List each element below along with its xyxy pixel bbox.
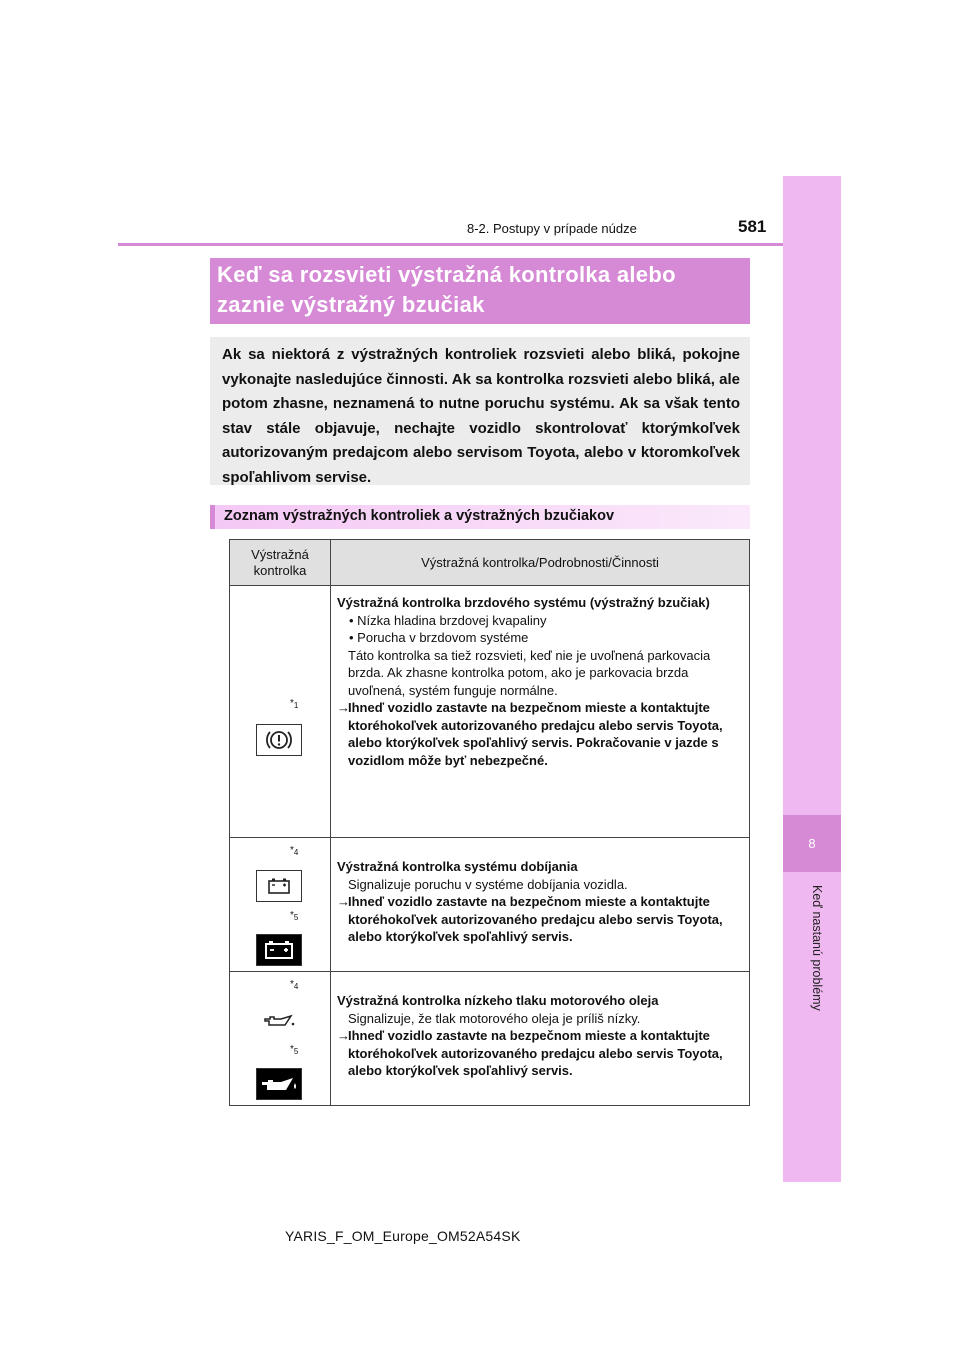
- warning-title: Výstražná kontrolka systému dobíjania: [337, 859, 578, 874]
- warning-detail: Táto kontrolka sa tiež rozsvieti, keď nie je uvoľnená parkovacia brzda. Ak zhasne kontrolka potom, ako je parkovacia brzda uvoľnená, systém funguje normálne.: [348, 647, 711, 698]
- footnote-marker: $*_4$: [290, 845, 299, 857]
- table-row: [230, 586, 750, 838]
- footnote-marker: $*_5$: [290, 910, 299, 922]
- icon-cell: [230, 972, 331, 1106]
- warning-action: [337, 1027, 743, 1080]
- details-cell: [331, 838, 750, 972]
- warning-detail: Signalizuje poruchu v systéme dobíjania vozidla.: [348, 876, 628, 892]
- list-subheading-text: Zoznam výstražných kontroliek a výstražných bzučiakov: [224, 508, 615, 524]
- title-banner: [210, 258, 750, 324]
- table-header-row: [230, 540, 750, 586]
- oil-pressure-icon: [256, 1004, 302, 1036]
- section-title: 8-2. Postupy v prípade núdze: [467, 221, 637, 236]
- icon-cell: [230, 838, 331, 972]
- intro-box: [210, 337, 750, 485]
- oil-pressure-icon: [256, 1068, 302, 1100]
- warning-lights-table: [229, 539, 750, 1106]
- action-text: Ihneď vozidlo zastavte na bezpečnom mieste a kontaktujte ktoréhokoľvek autorizovaného predajcu alebo servis Toyota, alebo ktorýkoľvek spoľahlivý servis.: [348, 1028, 723, 1078]
- battery-icon: [256, 870, 302, 902]
- arrow-icon: →: [337, 700, 350, 715]
- chapter-title: Keď nastanú problémy: [810, 885, 824, 1011]
- arrow-icon: →: [337, 894, 350, 909]
- intro-text: Ak sa niektorá z výstražných kontroliek rozsvieti alebo bliká, pokojne vykonajte nasledujúce činnosti. Ak sa kontrolka rozsvieti alebo bliká, ale potom zhasne, neznamená to nutne poruchu systému. Ak sa však tento stav stále objavuje, nechajte vozidlo skontrolovať ktorýmkoľvek autorizovaným predajcom alebo servisom Toyota, alebo v ktoromkoľvek spoľahlivom servise.: [222, 346, 740, 486]
- footnote-marker: $*_5$: [290, 1044, 299, 1056]
- warning-detail: Signalizuje, že tlak motorového oleja je príliš nízky.: [348, 1010, 641, 1026]
- warning-title: Výstražná kontrolka nízkeho tlaku motorového oleja: [337, 993, 659, 1008]
- details-cell: [331, 972, 750, 1106]
- details-cell: [331, 586, 750, 838]
- list-subheading: [210, 505, 750, 529]
- list-item: • Porucha v brzdovom systéme: [349, 630, 529, 645]
- icon-cell: [230, 586, 331, 838]
- table-row: [230, 838, 750, 972]
- brake-warning-icon: [256, 724, 302, 756]
- list-item: • Nízka hladina brzdovej kvapaliny: [349, 612, 547, 628]
- warning-action: [337, 893, 743, 946]
- action-text: Ihneď vozidlo zastavte na bezpečnom mieste a kontaktujte ktoréhokoľvek autorizovaného predajcu alebo servis Toyota, alebo ktorýkoľvek spoľahlivý servis. Pokračovanie v jazde s vozidlom môže byť nebezpečné.: [348, 700, 723, 768]
- header-details-column: Výstražná kontrolka/Podrobnosti/Činnosti: [331, 540, 750, 586]
- header-divider: [118, 243, 783, 246]
- warning-action: [337, 699, 743, 769]
- chapter-number: 8: [783, 815, 841, 872]
- warning-title: Výstražná kontrolka brzdového systému (výstražný bzučiak): [337, 595, 710, 610]
- footnote-marker: $*_1$: [290, 698, 299, 710]
- arrow-icon: →: [337, 1028, 350, 1043]
- page-title: Keď sa rozsvieti výstražná kontrolka alebo zaznie výstražný bzučiak: [217, 262, 676, 317]
- action-text: Ihneď vozidlo zastavte na bezpečnom mieste a kontaktujte ktoréhokoľvek autorizovaného predajcu alebo servis Toyota, alebo ktorýkoľvek spoľahlivý servis.: [348, 894, 723, 944]
- battery-icon: [256, 934, 302, 966]
- header-icon-column: Výstražná kontrolka: [230, 540, 331, 586]
- footnote-marker: $*_4$: [290, 979, 299, 991]
- table-row: [230, 972, 750, 1106]
- document-footer: YARIS_F_OM_Europe_OM52A54SK: [285, 1228, 521, 1244]
- page-number: 581: [738, 217, 767, 236]
